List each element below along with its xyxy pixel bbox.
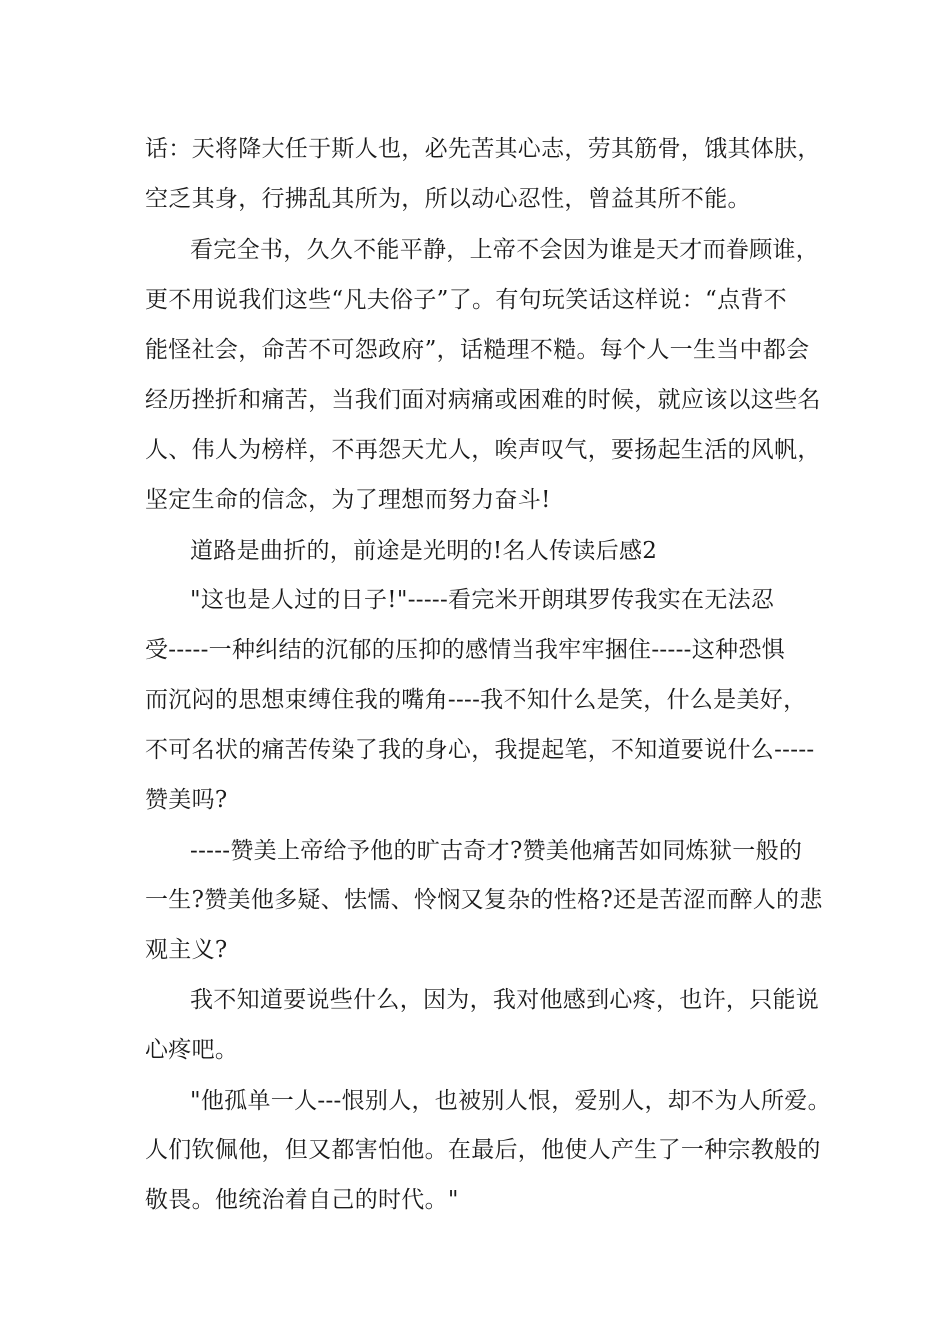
section-heading: 道路是曲折的，前途是光明的!名人传读后感2: [190, 538, 658, 564]
text-line: 不可名状的痛苦传染了我的身心，我提起笔，不知道要说什么-----: [145, 737, 815, 763]
text-line: 敬畏。他统治着自己的时代。": [145, 1187, 459, 1213]
text-line: 受-----一种纠结的沉郁的压抑的感情当我牢牢捆住-----这种恐惧: [145, 637, 785, 663]
text-line: 更不用说我们这些“凡夫俗子”了。有句玩笑话这样说：“点背不: [145, 287, 787, 313]
text-line: 赞美吗?: [145, 787, 228, 813]
text-line: 心疼吧。: [145, 1037, 239, 1063]
text-line: 经历挫折和痛苦，当我们面对病痛或困难的时候，就应该以这些名: [145, 387, 821, 413]
text-line: 一生?赞美他多疑、怯懦、怜悯又复杂的性格?还是苦涩而醉人的悲: [145, 887, 823, 913]
text-line: 坚定生命的信念，为了理想而努力奋斗!: [145, 487, 551, 513]
text-line: 看完全书，久久不能平静，上帝不会因为谁是天才而眷顾谁，: [190, 237, 820, 263]
text-line: 而沉闷的思想束缚住我的嘴角----我不知什么是笑，什么是美好，: [145, 687, 807, 713]
text-line: -----赞美上帝给予他的旷古奇才?赞美他痛苦如同炼狱一般的: [190, 838, 803, 864]
text-line: 能怪社会，命苦不可怨政府”，话糙理不糙。每个人一生当中都会: [145, 337, 810, 363]
text-line: 空乏其身，行拂乱其所为，所以动心忍性，曾益其所不能。: [145, 186, 751, 212]
text-line: 我不知道要说些什么，因为，我对他感到心疼，也许，只能说: [190, 987, 820, 1013]
text-line: 话：天将降大任于斯人也，必先苦其心志，劳其筋骨，饿其体肤，: [145, 136, 821, 162]
text-line: 人们钦佩他，但又都害怕他。在最后，他使人产生了一种宗教般的: [145, 1137, 821, 1163]
text-line: 观主义?: [145, 937, 228, 963]
text-line: "这也是人过的日子!"-----看完米开朗琪罗传我实在无法忍: [190, 587, 775, 613]
text-line: "他孤单一人---恨别人，也被别人恨，爱别人，却不为人所爱。: [190, 1088, 831, 1114]
text-line: 人、伟人为榜样，不再怨天尤人，唉声叹气，要扬起生活的风帆，: [145, 437, 821, 463]
